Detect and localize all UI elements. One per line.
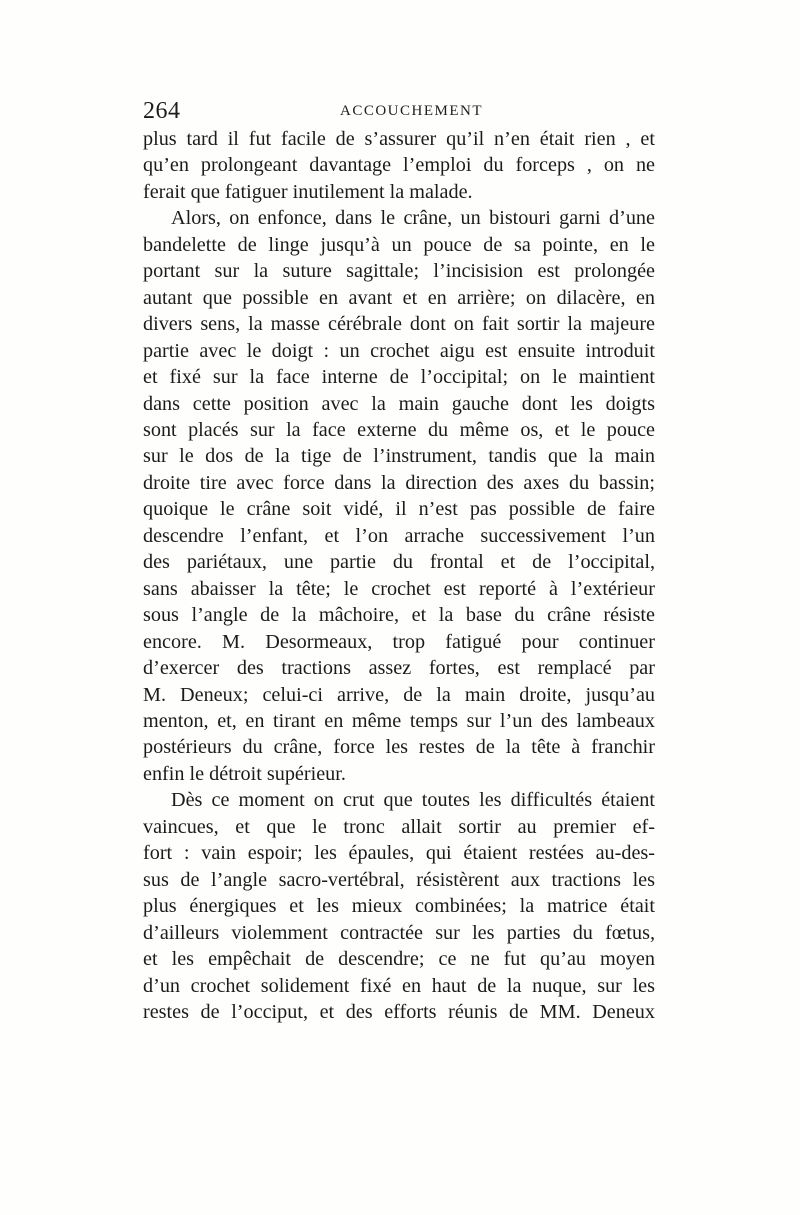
text-line: M. Deneux; celui-ci arrive, de la main droite, jusqu’au xyxy=(143,683,655,706)
text-line: droite tire avec force dans la direction des axes du bassin; xyxy=(143,471,655,494)
text-line: partie avec le doigt : un crochet aigu est ensuite introduit xyxy=(143,339,655,362)
text-line: autant que possible en avant et en arrière; on dilacère, en xyxy=(143,286,655,309)
text-line: Dès ce moment on crut que toutes les difficultés étaient xyxy=(171,789,655,812)
text-line: qu’en prolongeant davantage l’emploi du forceps , on ne xyxy=(143,154,655,177)
running-title: ACCOUCHEMENT xyxy=(340,103,484,119)
text-line: et les empêchait de descendre; ce ne fut qu’au moyen xyxy=(143,948,655,971)
body-text xyxy=(143,126,655,1025)
text-line: divers sens, la masse cérébrale dont on fait sortir la majeure xyxy=(143,313,655,336)
text-line: et fixé sur la face interne de l’occipital; on le maintient xyxy=(143,366,655,389)
text-line: bandelette de linge jusqu’à un pouce de sa pointe, en le xyxy=(143,233,655,256)
text-line: sous l’angle de la mâchoire, et la base du crâne résiste xyxy=(143,604,655,627)
text-line: sur le dos de la tige de l’instrument, tandis que la main xyxy=(143,445,655,468)
text-line: sans abaisser la tête; le crochet est reporté à l’extérieur xyxy=(143,577,655,600)
text-line: Alors, on enfonce, dans le crâne, un bistouri garni d’une xyxy=(171,207,655,230)
text-line: d’exercer des tractions assez fortes, est remplacé par xyxy=(143,657,655,680)
paragraph-3 xyxy=(143,787,655,1025)
text-line: postérieurs du crâne, force les restes de la tête à franchir xyxy=(143,736,655,759)
page-number: 264 xyxy=(143,98,181,124)
page-header xyxy=(143,98,665,128)
text-line: plus énergiques et les mieux combinées; la matrice était xyxy=(143,895,655,918)
text-line: sont placés sur la face externe du même os, et le pouce xyxy=(143,418,655,441)
text-line: des pariétaux, une partie du frontal et de l’occipital, xyxy=(143,551,655,574)
text-line: ferait que fatiguer inutilement la malade. xyxy=(143,180,473,203)
paragraph-1 xyxy=(143,126,655,205)
text-line: encore. M. Desormeaux, trop fatigué pour continuer xyxy=(143,630,655,653)
text-line: portant sur la suture sagittale; l’incisision est prolongée xyxy=(143,260,655,283)
text-line: enfin le détroit supérieur. xyxy=(143,762,346,785)
text-line: restes de l’occiput, et des efforts réunis de MM. Deneux xyxy=(143,1000,655,1023)
text-line: d’ailleurs violemment contractée sur les parties du fœtus, xyxy=(143,921,655,944)
text-line: menton, et, en tirant en même temps sur l’un des lambeaux xyxy=(143,709,655,732)
text-line: plus tard il fut facile de s’assurer qu’il n’en était rien , et xyxy=(143,128,655,150)
text-line: quoique le crâne soit vidé, il n’est pas possible de faire xyxy=(143,498,655,521)
text-line: sus de l’angle sacro-vertébral, résistèrent aux tractions les xyxy=(143,868,655,891)
text-line: fort : vain espoir; les épaules, qui étaient restées au-des- xyxy=(143,842,655,865)
text-line: descendre l’enfant, et l’on arrache successivement l’un xyxy=(143,524,655,547)
text-line: d’un crochet solidement fixé en haut de la nuque, sur les xyxy=(143,974,655,997)
text-line: vaincues, et que le tronc allait sortir au premier ef- xyxy=(143,815,655,838)
text-line: dans cette position avec la main gauche dont les doigts xyxy=(143,392,655,415)
paragraph-2 xyxy=(143,205,655,787)
